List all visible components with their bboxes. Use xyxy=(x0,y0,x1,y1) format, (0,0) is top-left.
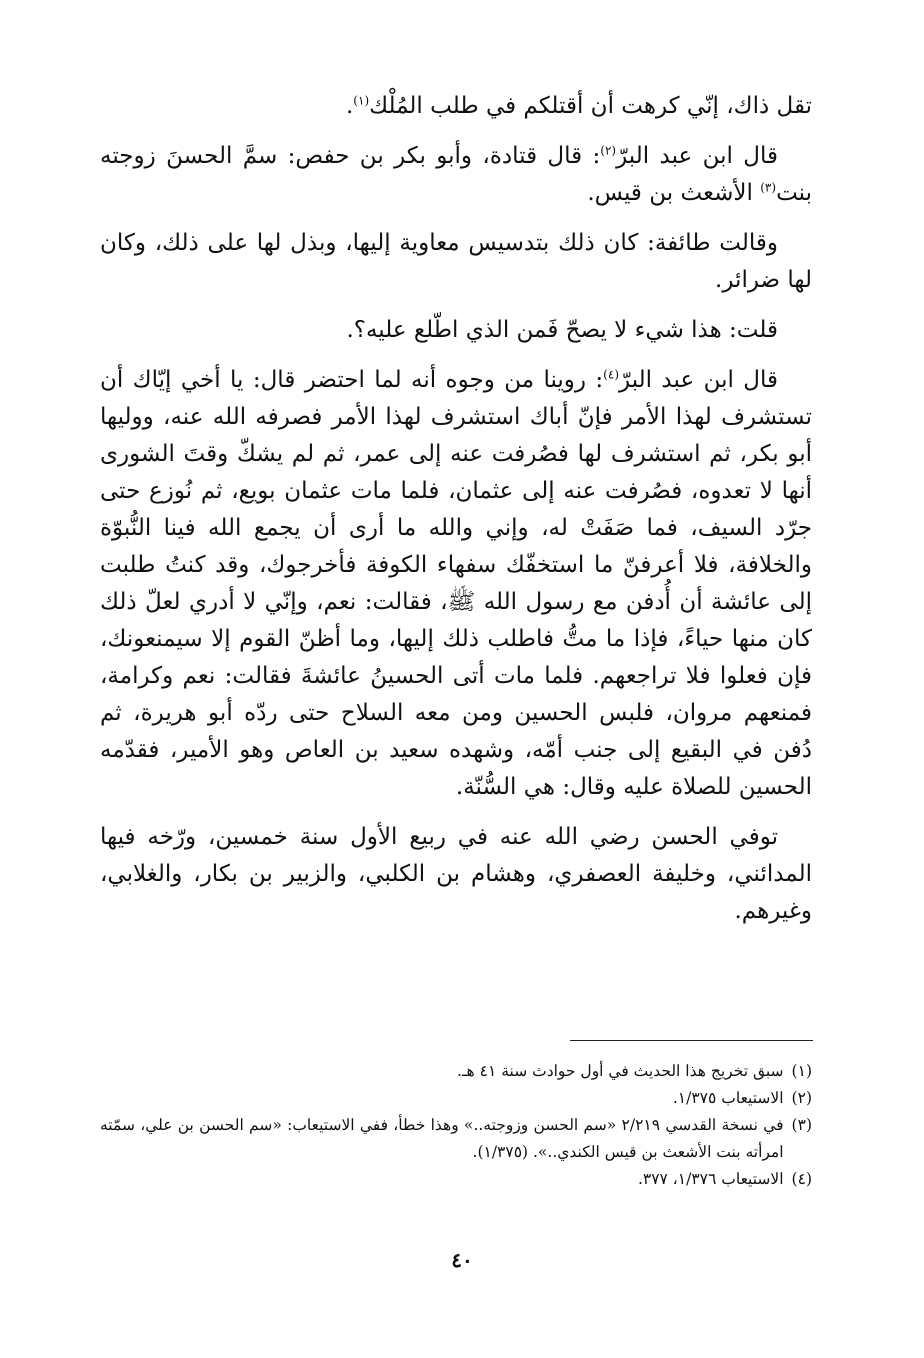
paragraph-2 xyxy=(100,138,812,212)
page-number: ٤٠ xyxy=(451,1248,473,1272)
footnote-ref-1: (١) xyxy=(353,93,370,108)
paragraph-2-text-c: الأشعث بن قيس. xyxy=(587,180,761,206)
paragraph-4-text: قلت: هذا شيء لا يصحّ فَمن الذي اطّلع عليه؟. xyxy=(346,317,778,343)
footnote-2 xyxy=(100,1085,812,1112)
paragraph-5 xyxy=(100,362,812,806)
footnote-3 xyxy=(100,1112,812,1166)
main-text xyxy=(100,88,812,943)
paragraph-4 xyxy=(100,312,812,349)
paragraph-3-text: وقالت طائفة: كان ذلك بتدسيس معاوية إليها، وبذل لها على ذلك، وكان لها ضرائر. xyxy=(100,230,812,293)
footnote-number: (٤) xyxy=(791,1170,812,1188)
paragraph-1 xyxy=(100,88,812,125)
paragraph-2-text-b: : قال قتادة، وأبو بكر بن حفص: سمَّ الحسنَ زوجته بنت xyxy=(100,143,812,206)
footnote-ref-4: (٤) xyxy=(603,367,619,382)
footnote-ref-2: (٢) xyxy=(600,143,617,158)
paragraph-5-text-b: : روينا من وجوه أنه لما احتضر قال: يا أخي إيّاك أن تستشرف لهذا الأمر فإنّ أباك استشرف لهذا الأمر فصرفه الله عنه، ووليها أبو بكر، ثم استشرف لها فصُرفت عنه إلى عمر، ثم لم يشكّ وقتَ الشورى أنها لا تعدوه، فصُرفت عنه إلى عثمان، فلما مات عثمان بويع، ثم نُوزع حتى جرّد السيف، فما صَفَتْ له، وإني والله ما أرى أن يجمع الله فينا النُّبوّة والخلافة، فلا أعرفنّ ما استخفّك سفهاء الكوفة فأخرجوك، وقد كنتُ طلبت إلى عائشة أن أُدفن مع رسول الله ﷺ، فقالت: نعم، وإنّي لا أدري لعلّ ذلك كان منها حياءً، فإذا ما متُّ فاطلب ذلك إليها، وما أظنّ القوم إلا سيمنعونك، فإن فعلوا فلا تراجعهم. فلما مات أتى الحسينُ عائشةَ فقالت: نعم وكرامة، فمنعهم مروان، فلبس الحسين ومن معه السلاح حتى ردّه أبو هريرة، ثم دُفن في البقيع إلى جنب أمّه، وشهده سعيد بن العاص وهو الأمير، فقدّمه الحسين للصلاة عليه وقال: هي السُّنّة. xyxy=(100,367,812,800)
footnote-text: الاستيعاب ١/٣٧٦، ٣٧٧. xyxy=(637,1170,784,1188)
paragraph-6-text: توفي الحسن رضي الله عنه في ربيع الأول سنة خمسين، ورّخه فيها المدائني، وخليفة العصفري، وهشام بن الكلبي، والزبير بن بكار، والغلابي، وغيرهم. xyxy=(100,824,812,924)
footnote-text: الاستيعاب ١/٣٧٥. xyxy=(672,1089,784,1107)
footnote-1 xyxy=(100,1058,812,1085)
paragraph-5-text-a: قال ابن عبد البرّ xyxy=(619,367,778,393)
footnote-text: في نسخة القدسي ٢/٢١٩ «سم الحسن وزوجته..» وهذا خطأ، ففي الاستيعاب: «سم الحسن بن علي، سمّته امرأته بنت الأشعث بن قيس الكندي..». (١/٣٧٥). xyxy=(100,1116,784,1161)
paragraph-1-text: تقل ذاك، إنّي كرهت أن أقتلكم في طلب المُلْك xyxy=(369,93,812,119)
footnote-divider xyxy=(570,1040,813,1041)
paragraph-1-end: . xyxy=(345,93,354,119)
paragraph-2-text-a: قال ابن عبد البرّ xyxy=(616,143,778,169)
footnote-number: (٢) xyxy=(791,1089,812,1107)
footnote-ref-3: (٣) xyxy=(760,180,777,195)
footnote-4 xyxy=(100,1166,812,1193)
footnotes xyxy=(100,1058,812,1193)
footnote-number: (٣) xyxy=(791,1116,812,1134)
footnote-number: (١) xyxy=(791,1062,812,1080)
paragraph-3 xyxy=(100,225,812,299)
paragraph-6 xyxy=(100,819,812,930)
footnote-text: سبق تخريج هذا الحديث في أول حوادث سنة ٤١ هـ. xyxy=(457,1062,784,1080)
